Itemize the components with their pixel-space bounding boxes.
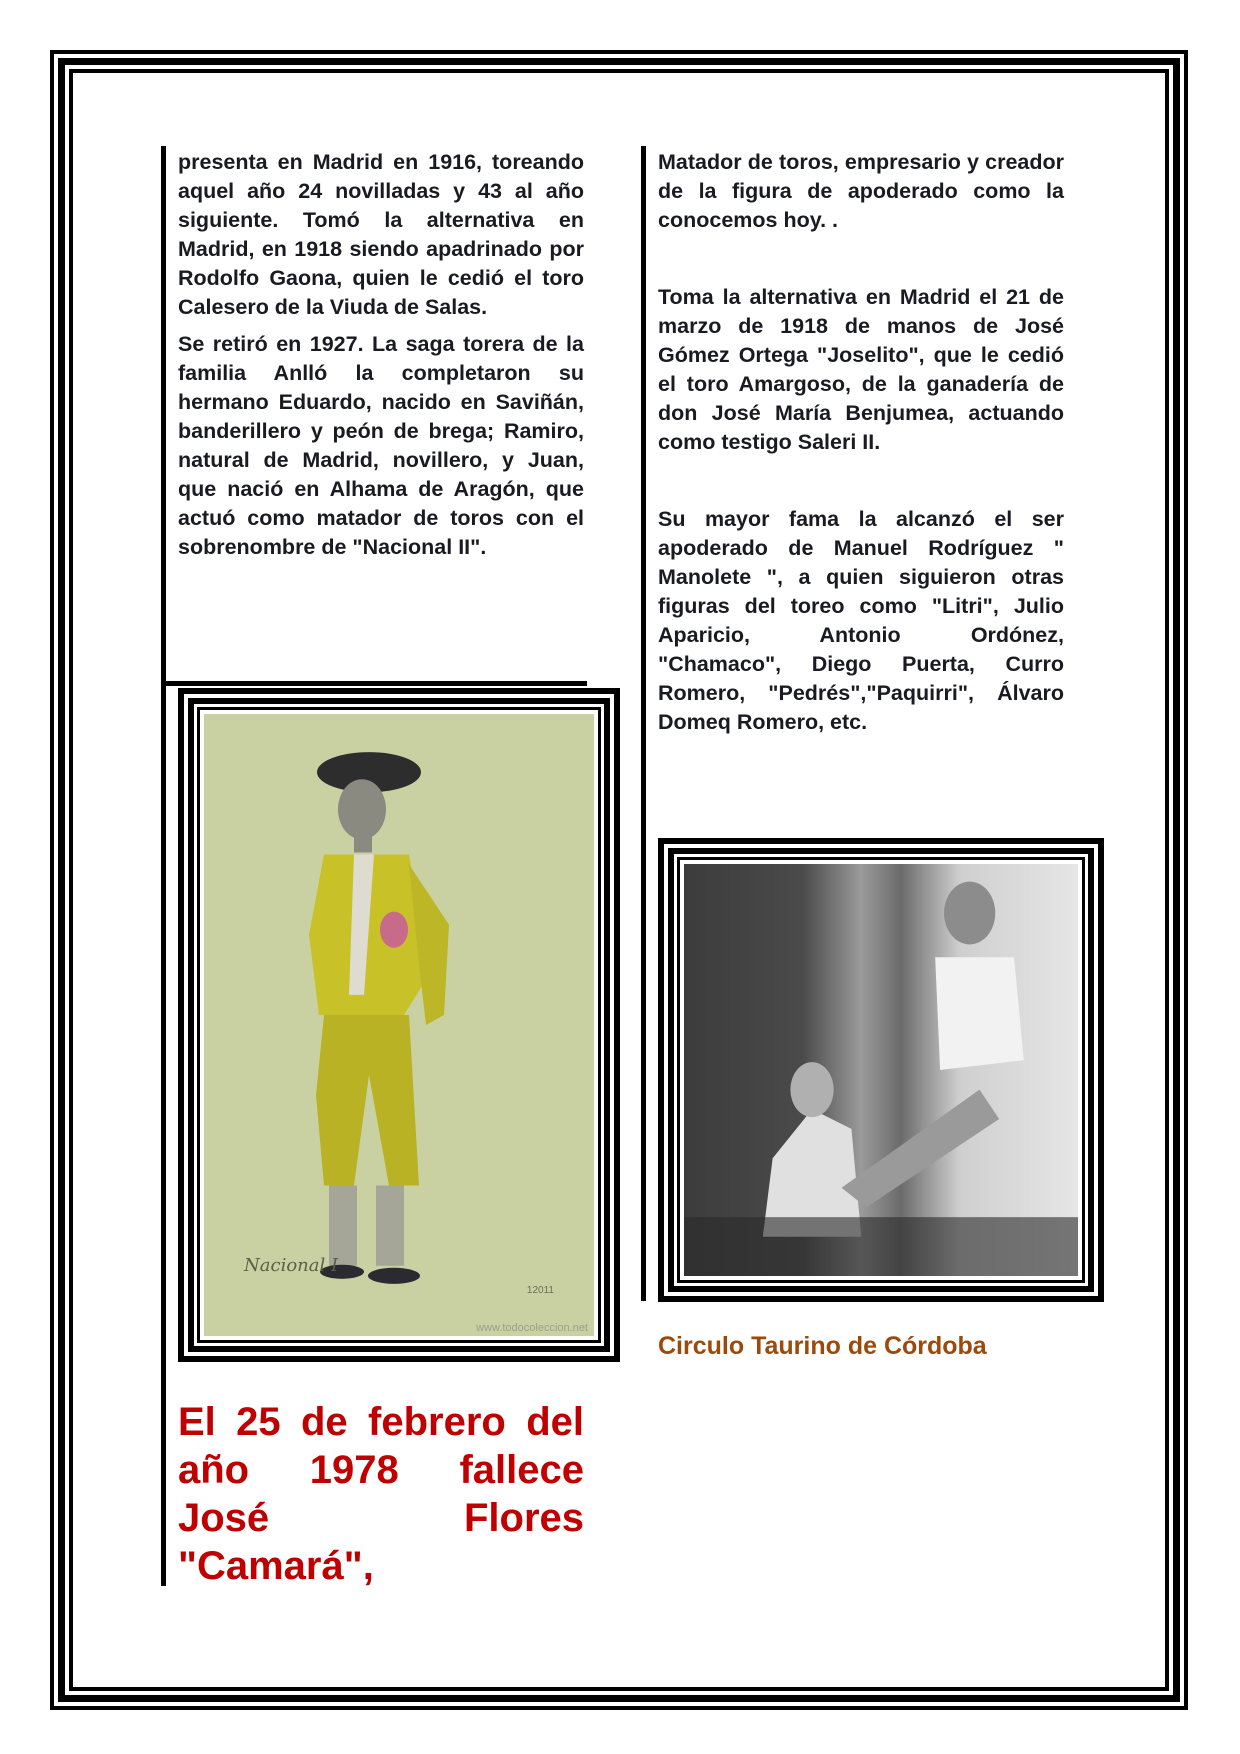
photo-watermark: www.todocoleccion.net (476, 1322, 588, 1334)
left-column-divider (165, 681, 587, 686)
left-column-text (178, 148, 584, 562)
dressing-scene-icon (684, 864, 1078, 1276)
paragraph: Toma la alternativa en Madrid el 21 de marzo de 1918 de manos de José Gómez Ortega "Joselito", que le cedió el toro Amargoso, de la ganadería de don José María Benjumea, actuando como testigo Saleri II. (658, 285, 1064, 454)
manolete-photo (684, 864, 1078, 1276)
right-column-text (658, 148, 1064, 737)
source-caption: Circulo Taurino de Córdoba (658, 1332, 987, 1360)
torero-photo (204, 714, 594, 1336)
heading-line: José Flores (178, 1496, 584, 1540)
death-notice-heading (178, 1398, 584, 1590)
torero-photo-frame (178, 688, 620, 1362)
heading-line: El 25 de febrero del (178, 1400, 584, 1444)
heading-line: "Camará", (178, 1544, 374, 1588)
left-column-rule (161, 146, 166, 1586)
photo-inscription: Nacional I (244, 1255, 339, 1276)
right-column-rule (641, 146, 646, 1301)
torero-figure-icon (204, 714, 594, 1336)
paragraph: Matador de toros, empresario y creador de la figura de apoderado como la conocemos hoy. . (658, 150, 1064, 232)
photo-number: 12011 (526, 1285, 554, 1296)
paragraph: presenta en Madrid en 1916, toreando aquel año 24 novilladas y 43 al año siguiente. Tomó la alternativa en Madrid, en 1918 siendo apadrinado por Rodolfo Gaona, quien le cedió el toro Calesero de la Viuda de Salas. (178, 150, 584, 319)
manolete-photo-frame (658, 838, 1104, 1302)
heading-line: año 1978 fallece (178, 1448, 584, 1492)
paragraph: Se retiró en 1927. La saga torera de la familia Anlló la completaron su hermano Eduardo, nacido en Saviñán, banderillero y peón de brega; Ramiro, natural de Madrid, novillero, y Juan, que nació en Alhama de Aragón, que actuó como matador de toros con el sobrenombre de "Nacional II". (178, 332, 584, 559)
paragraph: Su mayor fama la alcanzó el ser apoderado de Manuel Rodríguez " Manolete ", a quien siguieron otras figuras del toreo como "Litri", Julio Aparicio, Antonio Ordónez, "Chamaco", Diego Puerta, Curro Romero, "Pedrés","Paquirri", Álvaro Domeq Romero, etc. (658, 507, 1064, 734)
